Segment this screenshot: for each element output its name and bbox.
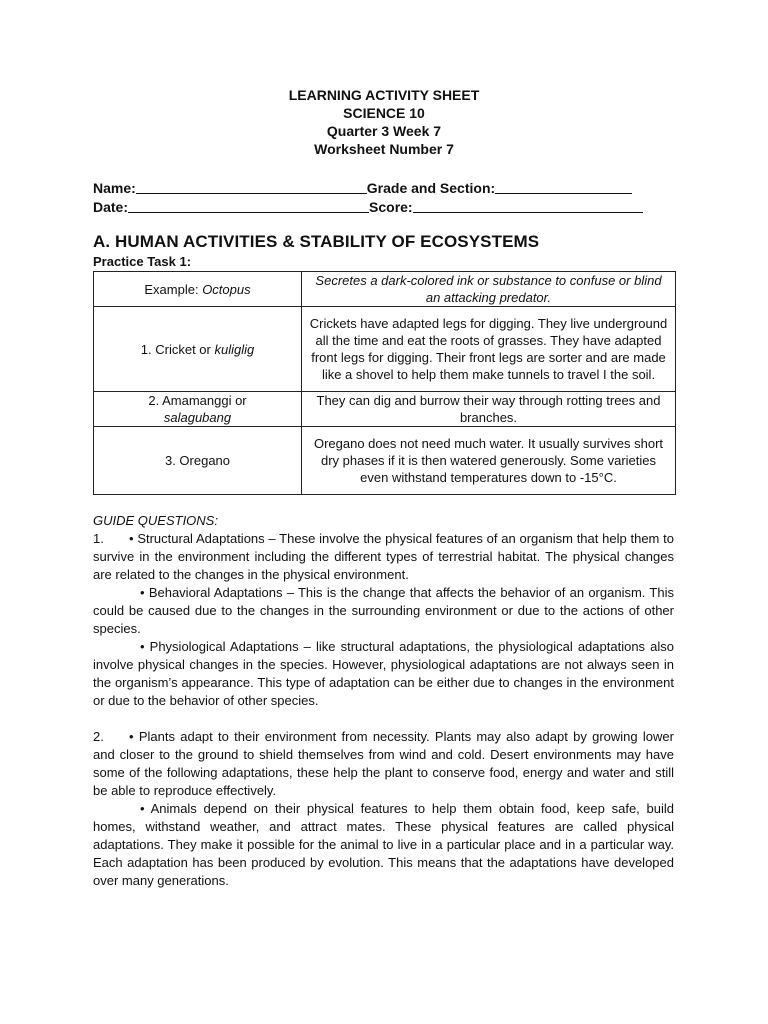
score-label: Score: — [369, 199, 413, 215]
adaptation-cell: Crickets have adapted legs for digging. They live underground all the time and eat the roots of grasses. They have adapted front legs for digging. Their front legs are sorter and are made like a shovel to help them make tunnels to travel I the soil. — [302, 307, 676, 392]
q2-number: 2. — [93, 729, 104, 744]
header-subject: SCIENCE 10 — [343, 105, 425, 121]
table-row — [94, 307, 676, 392]
header-title: LEARNING ACTIVITY SHEET — [288, 87, 480, 103]
guide-questions — [93, 512, 674, 890]
grade-section-field[interactable] — [495, 179, 632, 194]
guide-questions-title: GUIDE QUESTIONS: — [93, 513, 218, 528]
table-row — [94, 272, 676, 307]
score-field[interactable] — [413, 198, 643, 213]
q1-behavioral: • Behavioral Adaptations – This is the change that affects the behavior of an organism. This could be caused due to the changes in the surrounding environment or due to the actions of other species. — [93, 585, 674, 636]
header-quarter: Quarter 3 Week 7 — [326, 123, 442, 139]
q1-structural — [93, 530, 674, 584]
name-field[interactable] — [136, 179, 367, 194]
practice-task-table — [93, 271, 676, 495]
organism-local-name: kuliglig — [214, 341, 255, 357]
table-row — [94, 392, 676, 427]
q2-plants-text: • Plants adapt to their environment from necessity. Plants may also adapt by growing lower and closer to the ground to shield themselves from wind and cold. Desert environments may have some of the following adaptations, these help the plant to conserve food, energy and water and still be able to reproduce effectively. — [93, 729, 674, 798]
adaptation-cell: Oregano does not need much water. It usually survives short dry phases if it is then watered generously. Some varieties even withstand temperatures down to -15°C. — [302, 427, 676, 495]
example-organism: Octopus — [202, 281, 251, 297]
header-worksheet-number: Worksheet Number 7 — [314, 141, 454, 157]
organism-name: 1. Cricket or — [140, 341, 215, 357]
date-score-row — [93, 196, 653, 215]
date-label: Date: — [93, 199, 129, 215]
name-grade-row — [93, 177, 653, 196]
practice-task-label: Practice Task 1: — [93, 254, 192, 269]
table-row — [94, 427, 676, 495]
organism-cell — [94, 392, 302, 427]
organism-cell: 3. Oregano — [94, 427, 302, 495]
grade-section-label: Grade and Section: — [366, 180, 496, 196]
student-info-fields — [93, 177, 653, 215]
organism-name: 2. Amamanggi or — [148, 393, 247, 408]
q1-number: 1. — [93, 531, 104, 546]
adaptation-cell: Secretes a dark-colored ink or substance to confuse or blind an attacking predator. — [302, 272, 676, 307]
section-a-title: A. HUMAN ACTIVITIES & STABILITY OF ECOSYSTEMS — [93, 232, 540, 251]
q1-structural-text: • Structural Adaptations – These involve the physical features of an organism that help them to survive in the environment including the different types of terrestrial habitat. The physical changes are related to the changes in the physical environment. — [93, 531, 674, 582]
q2-animals: • Animals depend on their physical features to help them obtain food, keep safe, build homes, withstand weather, and attract mates. These physical features are called physical adaptations. They make it possible for the animal to live in a particular place and in a particular way. Each adaptation has been produced by evolution. This means that the adaptations have developed over many generations. — [93, 801, 674, 888]
organism-local-name: salagubang — [163, 410, 232, 425]
organism-cell — [94, 272, 302, 307]
adaptation-cell: They can dig and burrow their way through rotting trees and branches. — [302, 392, 676, 427]
sheet-header — [0, 86, 768, 158]
example-prefix: Example: — [144, 281, 203, 297]
q2-plants — [93, 728, 674, 800]
name-label: Name: — [93, 180, 136, 196]
organism-cell — [94, 307, 302, 392]
spacer — [93, 710, 674, 728]
date-field[interactable] — [128, 198, 369, 213]
q1-physiological: • Physiological Adaptations – like structural adaptations, the physiological adaptations also involve physical changes in the species. However, physiological adaptations are not always seen in the organism’s appearance. This type of adaptation can be either due to changes in the environment or due to the behavior of other species. — [93, 639, 674, 708]
